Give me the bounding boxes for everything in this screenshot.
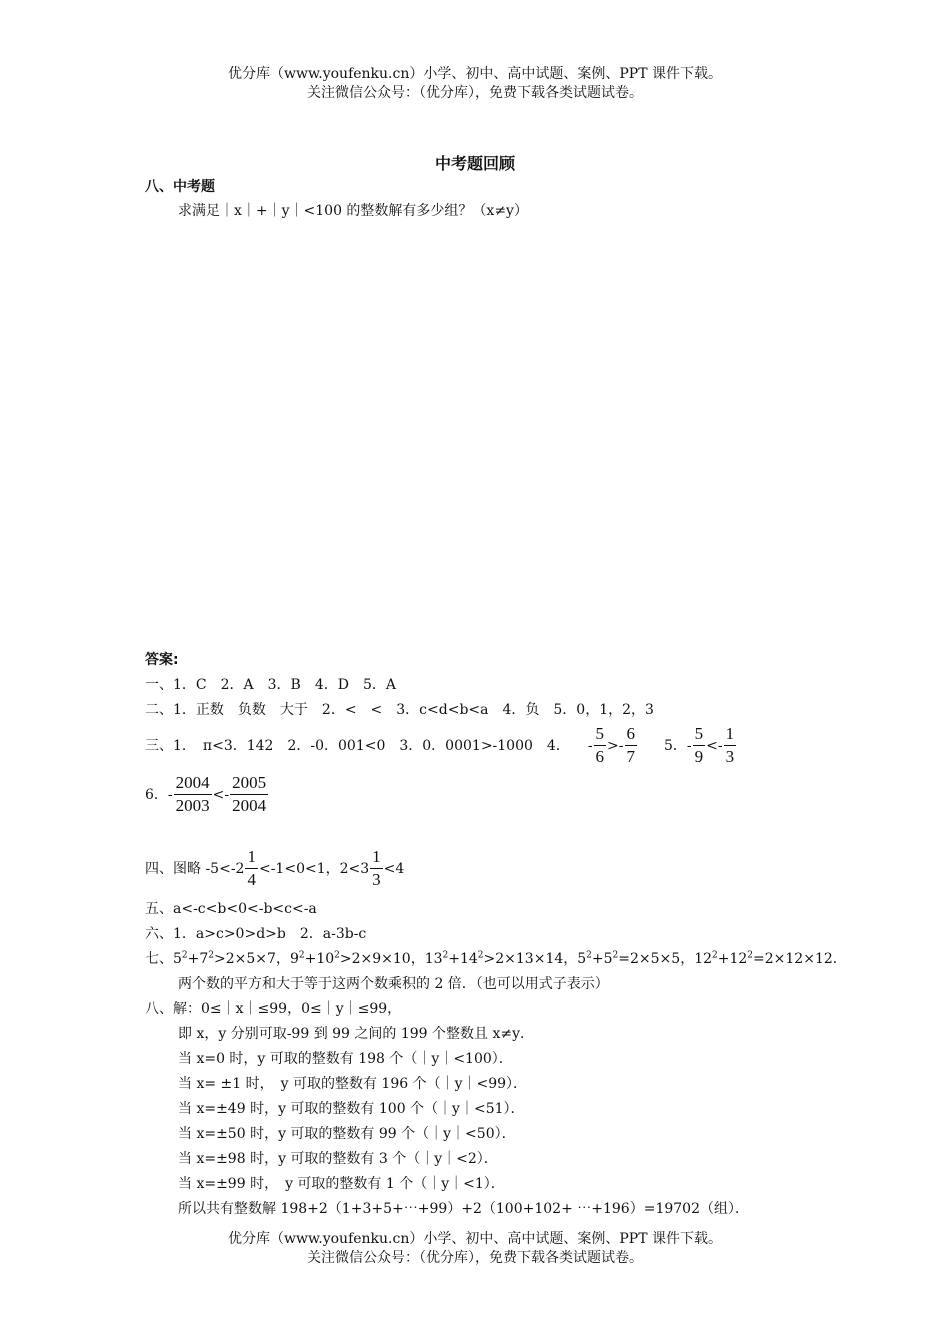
a7-exponent: 2 xyxy=(334,950,340,961)
a7-exponent: 2 xyxy=(712,950,718,961)
answer-line-3-6 xyxy=(145,772,269,817)
fraction-numerator: 2004 xyxy=(174,772,212,795)
fraction xyxy=(370,846,383,891)
question-text: 求满足｜x｜+｜y｜<100 的整数解有多少组？（x≠y） xyxy=(178,203,528,219)
fraction xyxy=(245,846,258,891)
header-line-1: 优分库（www.youfenku.cn）小学、初中、高中试题、案例、PPT 课件下载。 xyxy=(227,66,722,82)
answer-line-7b: 两个数的平方和大于等于这两个数乘积的 2 倍．（也可以用式子表示） xyxy=(178,976,609,992)
a7-exponent: 2 xyxy=(298,950,305,961)
answer-line-1: 一、1．C 2．A 3．B 4．D 5．A xyxy=(145,677,396,693)
answer-line-7 xyxy=(145,950,847,968)
answer-8-line: 当 x=0 时，y 可取的整数有 198 个（｜y｜<100）． xyxy=(178,1051,513,1067)
answer-3-text: 三、1． π<3．142 2．-0．001<0 3．0．0001>-1000 4． xyxy=(145,737,570,754)
answer-3-6-mid: <- xyxy=(212,786,230,803)
fraction-denominator: 3 xyxy=(725,747,735,766)
fraction-denominator: 2004 xyxy=(232,796,267,815)
a7-exponent: 2 xyxy=(208,950,215,961)
a7-part: +5 xyxy=(591,951,613,967)
a7-part: >2×5×7，9 xyxy=(214,951,299,967)
answer-line-5: 五、a<-c<b<0<-b<c<-a xyxy=(145,901,317,917)
fraction-numerator: 6 xyxy=(625,723,638,746)
a7-exponent: 2 xyxy=(477,950,484,961)
a7-part: +10 xyxy=(304,951,335,967)
footer-line-1: 优分库（www.youfenku.cn）小学、初中、高中试题、案例、PPT 课件下载。 xyxy=(227,1231,722,1247)
fraction xyxy=(594,723,607,768)
header-line-2: 关注微信公众号：（优分库），免费下载各类试题试卷。 xyxy=(307,85,643,101)
fraction-denominator: 6 xyxy=(595,747,605,766)
a7-exponent: 2 xyxy=(612,950,619,961)
a7-part: >2×9×10，13 xyxy=(339,951,443,967)
section-heading: 八、中考题 xyxy=(145,179,215,195)
fraction xyxy=(174,772,212,817)
answer-3-q5-prefix: 5．- xyxy=(664,737,692,754)
answer-4-suffix: <4 xyxy=(383,860,405,877)
fraction-denominator: 2003 xyxy=(175,796,210,815)
fraction-numerator: 1 xyxy=(724,723,737,746)
a7-part: >2×13×14，5 xyxy=(483,951,587,967)
answer-line-6: 六、1．a>c>0>d>b 2．a-3b-c xyxy=(145,926,367,942)
fraction xyxy=(724,723,737,768)
footer-line-2: 关注微信公众号：（优分库），免费下载各类试题试卷。 xyxy=(307,1250,643,1266)
answer-8-line: 当 x=±99 时， y 可取的整数有 1 个（｜y｜<1）． xyxy=(178,1176,505,1192)
answer-8-line: 当 x=±50 时，y 可取的整数有 99 个（｜y｜<50）． xyxy=(178,1126,516,1142)
answer-8-line: 所以共有整数解 198+2（1+3+5+⋯+99）+2（100+102+ ⋯+196）=19702（组）． xyxy=(178,1201,749,1217)
answer-8-line: 当 x=±98 时，y 可取的整数有 3 个（｜y｜<2）． xyxy=(178,1151,498,1167)
a7-exponent: 2 xyxy=(442,950,449,961)
a7-part: +12 xyxy=(717,951,748,967)
answer-line-3 xyxy=(145,723,737,768)
fraction xyxy=(693,723,706,768)
a7-part: 七、5 xyxy=(145,951,182,967)
answer-4-mid: <-1<0<1，2<3 xyxy=(258,860,370,877)
answer-3-q5-mid: <- xyxy=(706,737,723,754)
fraction-numerator: 2005 xyxy=(230,772,268,795)
a7-exponent: 2 xyxy=(586,950,592,961)
answer-3-6-prefix: 6．- xyxy=(145,786,173,803)
a7-part: +14 xyxy=(448,951,478,967)
fraction-numerator: 5 xyxy=(693,723,706,746)
answer-8-line: 当 x=±49 时，y 可取的整数有 100 个（｜y｜<51）． xyxy=(178,1101,525,1117)
fraction-denominator: 7 xyxy=(626,747,636,766)
page-title: 中考题回顾 xyxy=(434,154,515,173)
answer-line-2: 二、1．正数 负数 大于 2．< < 3．c<d<b<a 4．负 5．0，1，2，3 xyxy=(145,702,654,718)
fraction-denominator: 9 xyxy=(694,747,704,766)
answer-4-prefix: 四、图略 -5<-2 xyxy=(145,860,245,877)
fraction-numerator: 5 xyxy=(594,723,607,746)
answer-3-q4-mid: >- xyxy=(607,737,624,754)
fraction-numerator: 1 xyxy=(370,846,383,869)
fraction-numerator: 1 xyxy=(245,846,258,869)
answer-3-q4-minus: - xyxy=(587,737,593,754)
answer-8-line: 八、解：0≤｜x｜≤99，0≤｜y｜≤99， xyxy=(145,1001,402,1017)
a7-part: =2×5×5，12 xyxy=(618,951,713,967)
a7-part: +7 xyxy=(187,951,209,967)
answer-8-line: 当 x= ±1 时， y 可取的整数有 196 个（｜y｜<99）． xyxy=(178,1076,528,1092)
fraction-denominator: 4 xyxy=(247,870,256,889)
answers-heading: 答案: xyxy=(145,652,179,668)
a7-part: =2×12×12． xyxy=(753,951,847,967)
answer-8-line: 即 x，y 分别可取-99 到 99 之间的 199 个整数且 x≠y． xyxy=(178,1026,535,1042)
fraction xyxy=(230,772,268,817)
fraction-denominator: 3 xyxy=(372,870,381,889)
fraction xyxy=(625,723,638,768)
answer-line-4 xyxy=(145,846,404,891)
a7-exponent: 2 xyxy=(747,950,754,961)
a7-exponent: 2 xyxy=(181,950,188,961)
